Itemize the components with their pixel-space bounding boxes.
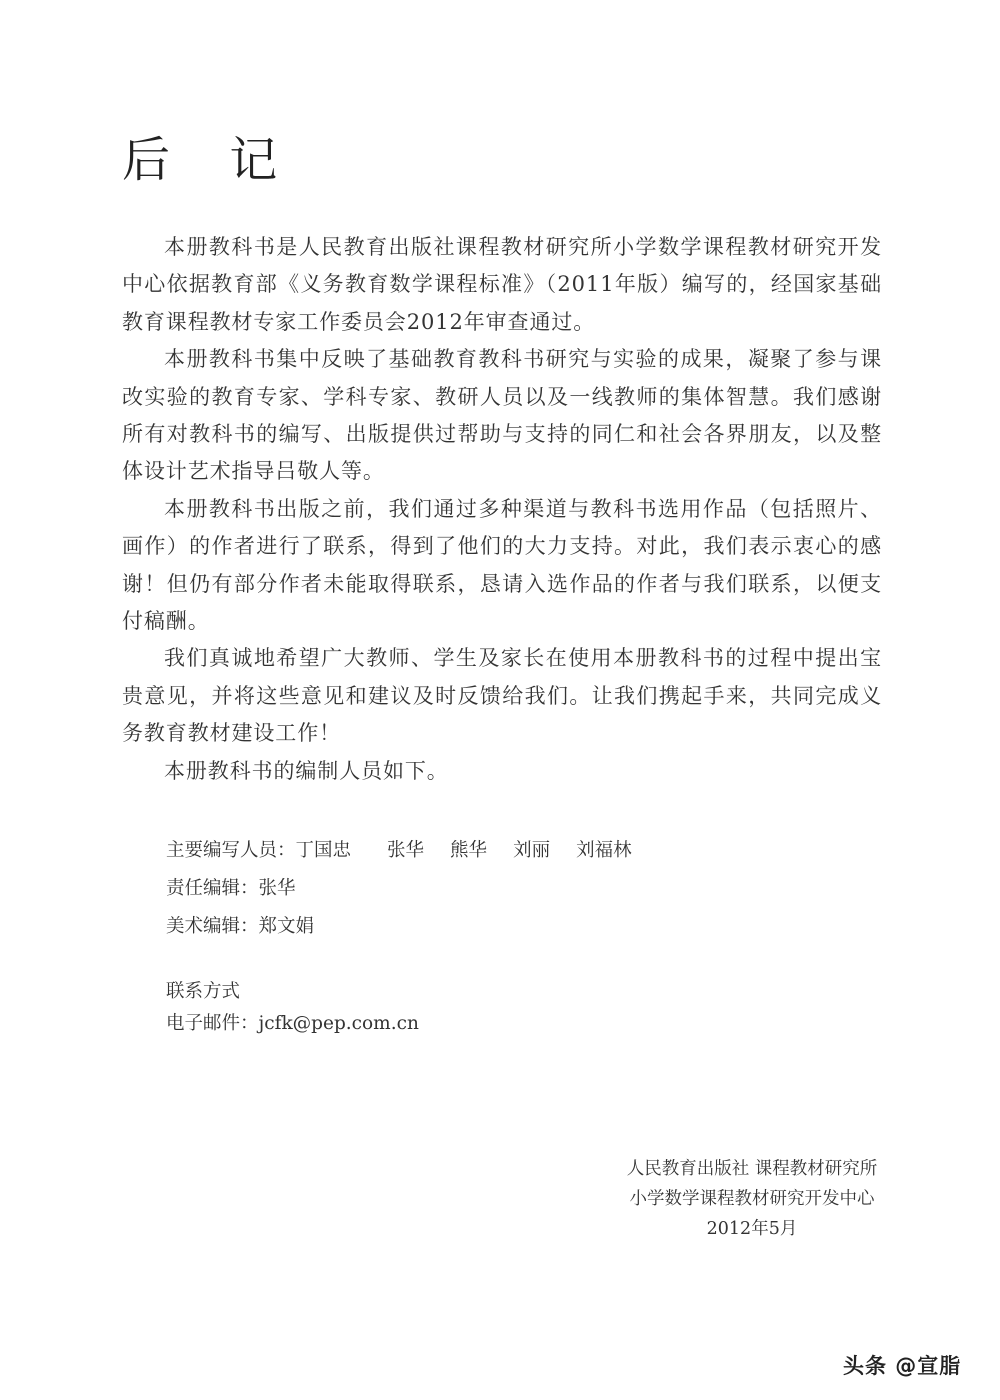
paragraph-1: 本册教科书是人民教育出版社课程教材研究所小学数学课程教材研究开发中心依据教育部《义务教育数学课程标准》（2011年版）编写的，经国家基础教育课程教材专家工作委员会2012年审查通过。	[122, 235, 882, 334]
author-name: 丁国忠	[295, 840, 352, 861]
email-address: jcfk@pep.com.cn	[258, 1013, 419, 1034]
paragraph-3: 本册教科书出版之前，我们通过多种渠道与教科书选用作品（包括照片、画作）的作者进行了联系，得到了他们的大力支持。对此，我们表示衷心的感谢！但仍有部分作者未能取得联系，恳请入选作品的作者与我们联系，以便支付稿酬。	[122, 496, 882, 634]
art-editor-name: 郑文娟	[258, 916, 315, 937]
center-line: 小学数学课程教材研究开发中心	[629, 1189, 875, 1209]
signoff-date: 2012年5月	[706, 1219, 798, 1239]
responsible-editor-name: 张华	[258, 878, 296, 899]
staff-list	[166, 832, 658, 946]
author-name: 刘福林	[576, 840, 632, 861]
paragraph-4: 我们真诚地希望广大教师、学生及家长在使用本册教科书的过程中提出宝贵意见，并将这些意见和建议及时反馈给我们。让我们携起手来，共同完成义务教育教材建设工作！	[122, 646, 882, 746]
page-title: 后 记	[122, 132, 300, 189]
email-row	[166, 1008, 419, 1040]
main-authors-label: 主要编写人员：	[166, 840, 296, 861]
author-name: 张华	[387, 840, 425, 861]
afterword-body	[122, 229, 882, 790]
responsible-editor-label: 责任编辑：	[166, 878, 259, 899]
contact-info	[166, 976, 419, 1040]
contact-heading: 联系方式	[166, 981, 241, 1002]
author-name: 熊华	[450, 840, 488, 861]
watermark: 头条 @宣脂	[843, 1354, 962, 1378]
art-editor-label: 美术编辑：	[166, 916, 259, 937]
paragraph-2: 本册教科书集中反映了基础教育教科书研究与实验的成果，凝聚了参与课改实验的教育专家、学科专家、教研人员以及一线教师的集体智慧。我们感谢所有对教科书的编写、出版提供过帮助与支持的同仁和社会各界朋友，以及整体设计艺术指导吕敬人等。	[122, 347, 882, 484]
responsible-editor-row	[166, 870, 658, 908]
publisher-line: 人民教育出版社 课程教材研究所	[626, 1159, 878, 1179]
author-name: 刘丽	[513, 840, 551, 861]
art-editor-row	[166, 908, 658, 946]
main-authors-row	[166, 832, 658, 870]
paragraph-5: 本册教科书的编制人员如下。	[164, 758, 449, 783]
email-label: 电子邮件：	[166, 1013, 259, 1034]
signoff	[612, 1154, 892, 1244]
